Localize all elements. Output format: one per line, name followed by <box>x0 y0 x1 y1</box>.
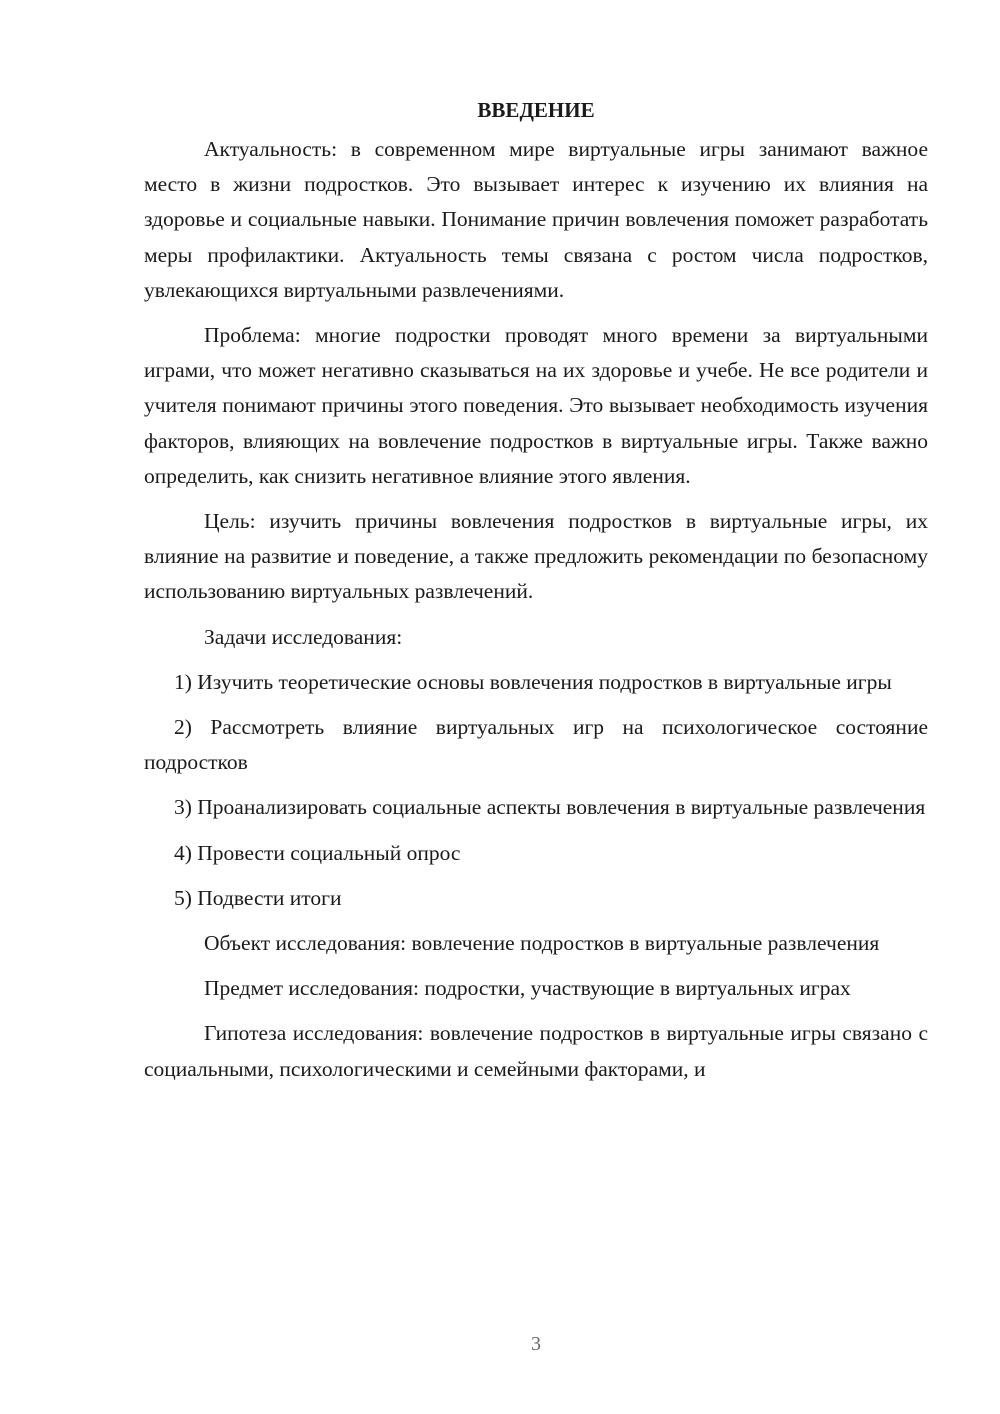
hypothesis-paragraph: Гипотеза исследования: вовлечение подростков в виртуальные игры связано с социальными, психологическими и семейными факторами, и <box>144 1021 928 1081</box>
problem-paragraph: Проблема: многие подростки проводят много времени за виртуальными играми, что может негативно сказываться на их здоровье и учебе. Не все родители и учителя понимают причины этого поведения. Это вызывает необходимость изучения факторов, влияющих на вовлечение подростков в виртуальные игры. Также важно определить, как снизить негативное влияние этого явления. <box>144 323 928 488</box>
section-title: ВВЕДЕНИЕ <box>477 98 595 122</box>
page-content <box>144 92 928 1097</box>
tasks-heading: Задачи исследования: <box>204 624 403 649</box>
task-item-3: 3) Проанализировать социальные аспекты вовлечения в виртуальные развлечения <box>174 795 926 820</box>
object-paragraph: Объект исследования: вовлечение подростков в виртуальные развлечения <box>204 931 880 956</box>
task-item-1: 1) Изучить теоретические основы вовлечения подростков в виртуальные игры <box>174 669 892 694</box>
task-item-4: 4) Провести социальный опрос <box>174 840 461 865</box>
task-item-2: 2) Рассмотреть влияние виртуальных игр на психологическое состояние подростков <box>144 715 928 775</box>
relevance-paragraph: Актуальность: в современном мире виртуальные игры занимают важное место в жизни подростков. Это вызывает интерес к изучению их влияния на здоровье и социальные навыки. Понимание причин вовлечения поможет разработать меры профилактики. Актуальность темы связана с ростом числа подростков, увлекающихся виртуальными развлечениями. <box>144 137 928 302</box>
goal-paragraph: Цель: изучить причины вовлечения подростков в виртуальные игры, их влияние на развитие и поведение, а также предложить рекомендации по безопасному использованию виртуальных развлечений. <box>144 509 928 604</box>
page-number: 3 <box>531 1333 541 1355</box>
task-item-5: 5) Подвести итоги <box>174 885 342 910</box>
subject-paragraph: Предмет исследования: подростки, участвующие в виртуальных играх <box>204 976 851 1001</box>
